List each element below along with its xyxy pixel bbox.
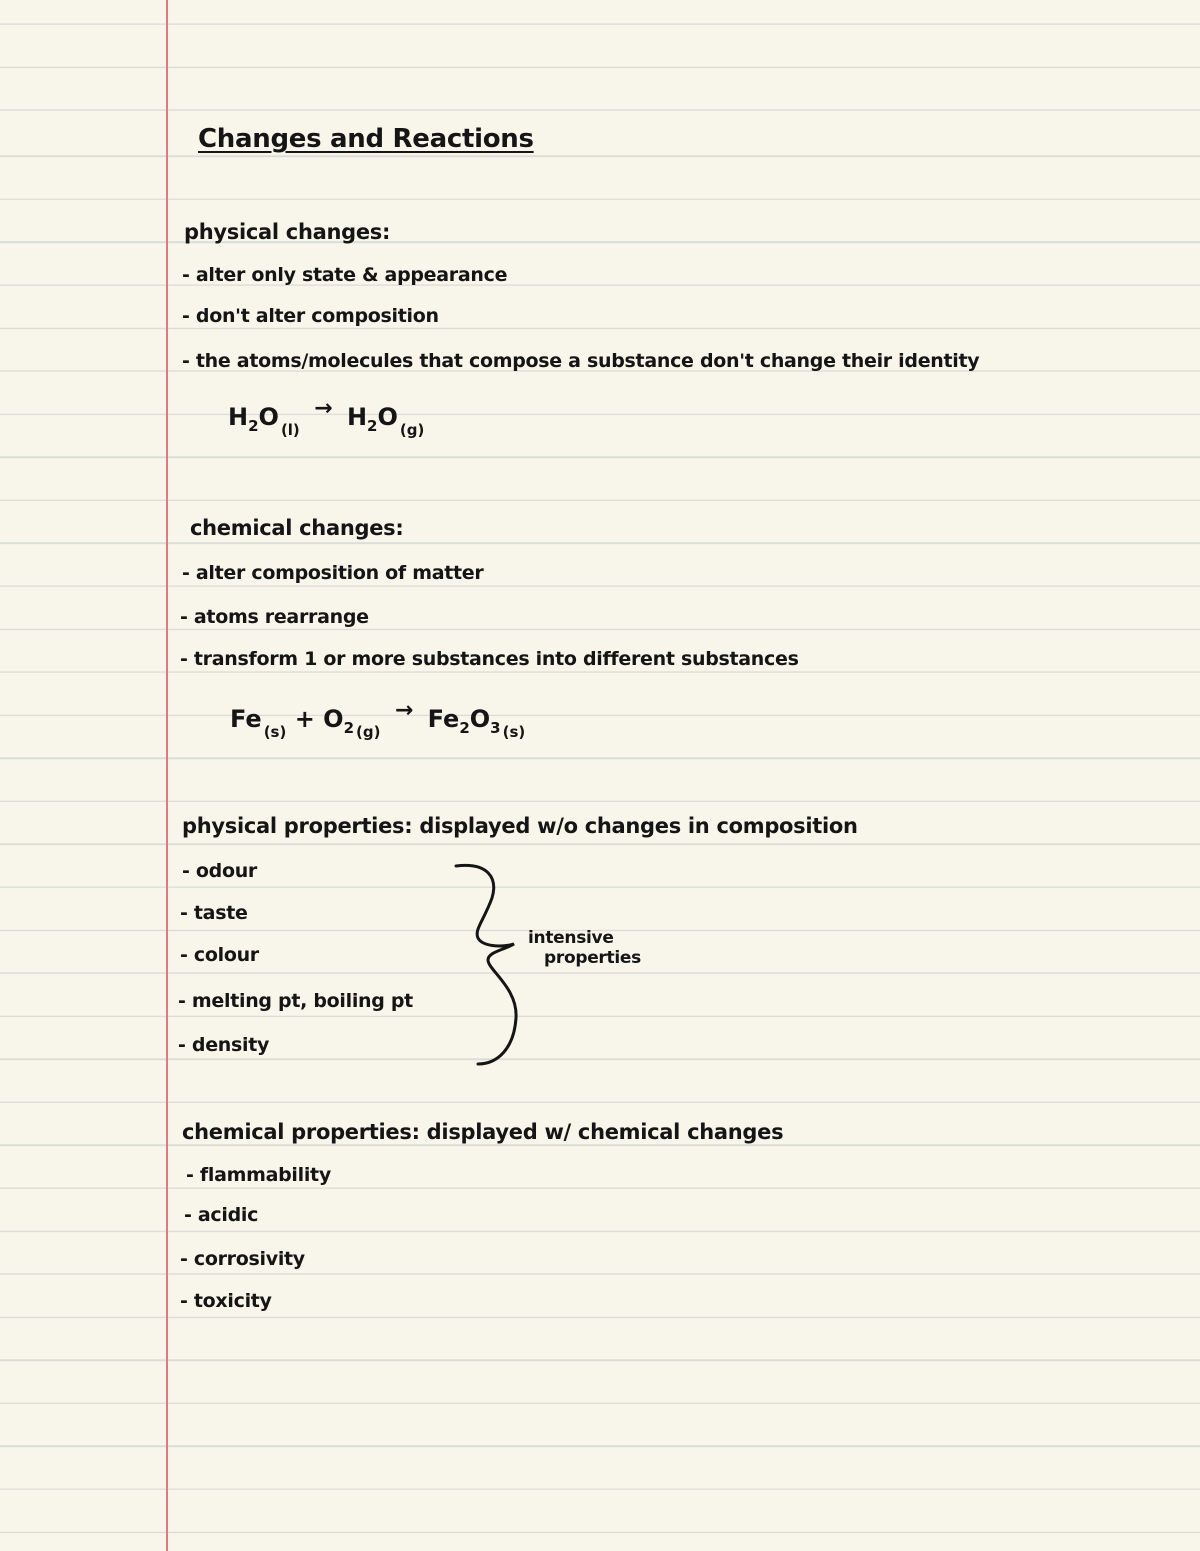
eq-subscript: 2 bbox=[459, 719, 470, 737]
physical-change-equation bbox=[228, 396, 424, 439]
eq-state: (s) bbox=[502, 723, 526, 741]
eq-subscript: 3 bbox=[490, 719, 501, 737]
brace-label-line1: intensive bbox=[528, 928, 614, 948]
list-item: - odour bbox=[182, 860, 258, 882]
list-item: - flammability bbox=[186, 1164, 331, 1186]
eq-text: O bbox=[323, 705, 344, 733]
eq-state: (l) bbox=[280, 421, 300, 439]
eq-subscript: 2 bbox=[367, 417, 378, 435]
eq-state: (s) bbox=[263, 723, 287, 741]
list-item: - toxicity bbox=[180, 1290, 272, 1312]
list-item: - alter only state & appearance bbox=[182, 264, 508, 286]
page-title: Changes and Reactions bbox=[198, 124, 534, 154]
list-item: - taste bbox=[180, 902, 248, 924]
list-item: - the atoms/molecules that compose a substance don't change their identity bbox=[182, 350, 980, 372]
eq-text: Fe bbox=[230, 705, 262, 733]
chemical-changes-heading: chemical changes: bbox=[190, 516, 404, 540]
chemical-change-equation bbox=[230, 698, 525, 741]
list-item: - don't alter composition bbox=[182, 305, 439, 327]
eq-text: H bbox=[346, 403, 368, 431]
brace-label-line2: properties bbox=[544, 948, 641, 968]
eq-subscript: 2 bbox=[343, 719, 355, 737]
list-item: - colour bbox=[180, 944, 259, 966]
arrow-icon: → bbox=[314, 396, 333, 421]
list-item: - melting pt, boiling pt bbox=[178, 990, 413, 1012]
list-item: - transform 1 or more substances into different substances bbox=[180, 648, 799, 670]
eq-text: O bbox=[377, 403, 398, 431]
list-item: - atoms rearrange bbox=[180, 606, 369, 628]
list-item: - density bbox=[178, 1034, 270, 1056]
plus-sign: + bbox=[294, 705, 315, 733]
curly-brace-icon bbox=[448, 858, 528, 1072]
list-item: - acidic bbox=[184, 1204, 259, 1226]
arrow-icon: → bbox=[394, 698, 414, 723]
eq-text: O bbox=[469, 705, 491, 733]
eq-text: H bbox=[228, 403, 249, 431]
eq-text: O bbox=[258, 403, 279, 431]
chemical-properties-heading: chemical properties: displayed w/ chemical changes bbox=[182, 1120, 784, 1144]
eq-state: (g) bbox=[399, 421, 425, 439]
eq-state: (g) bbox=[356, 723, 381, 741]
list-item: - corrosivity bbox=[180, 1248, 305, 1270]
margin-line bbox=[166, 0, 168, 1551]
physical-changes-heading: physical changes: bbox=[184, 220, 391, 244]
eq-text: Fe bbox=[427, 705, 460, 733]
eq-subscript: 2 bbox=[248, 417, 259, 435]
physical-properties-heading: physical properties: displayed w/o changes in composition bbox=[182, 814, 858, 838]
list-item: - alter composition of matter bbox=[182, 562, 484, 584]
